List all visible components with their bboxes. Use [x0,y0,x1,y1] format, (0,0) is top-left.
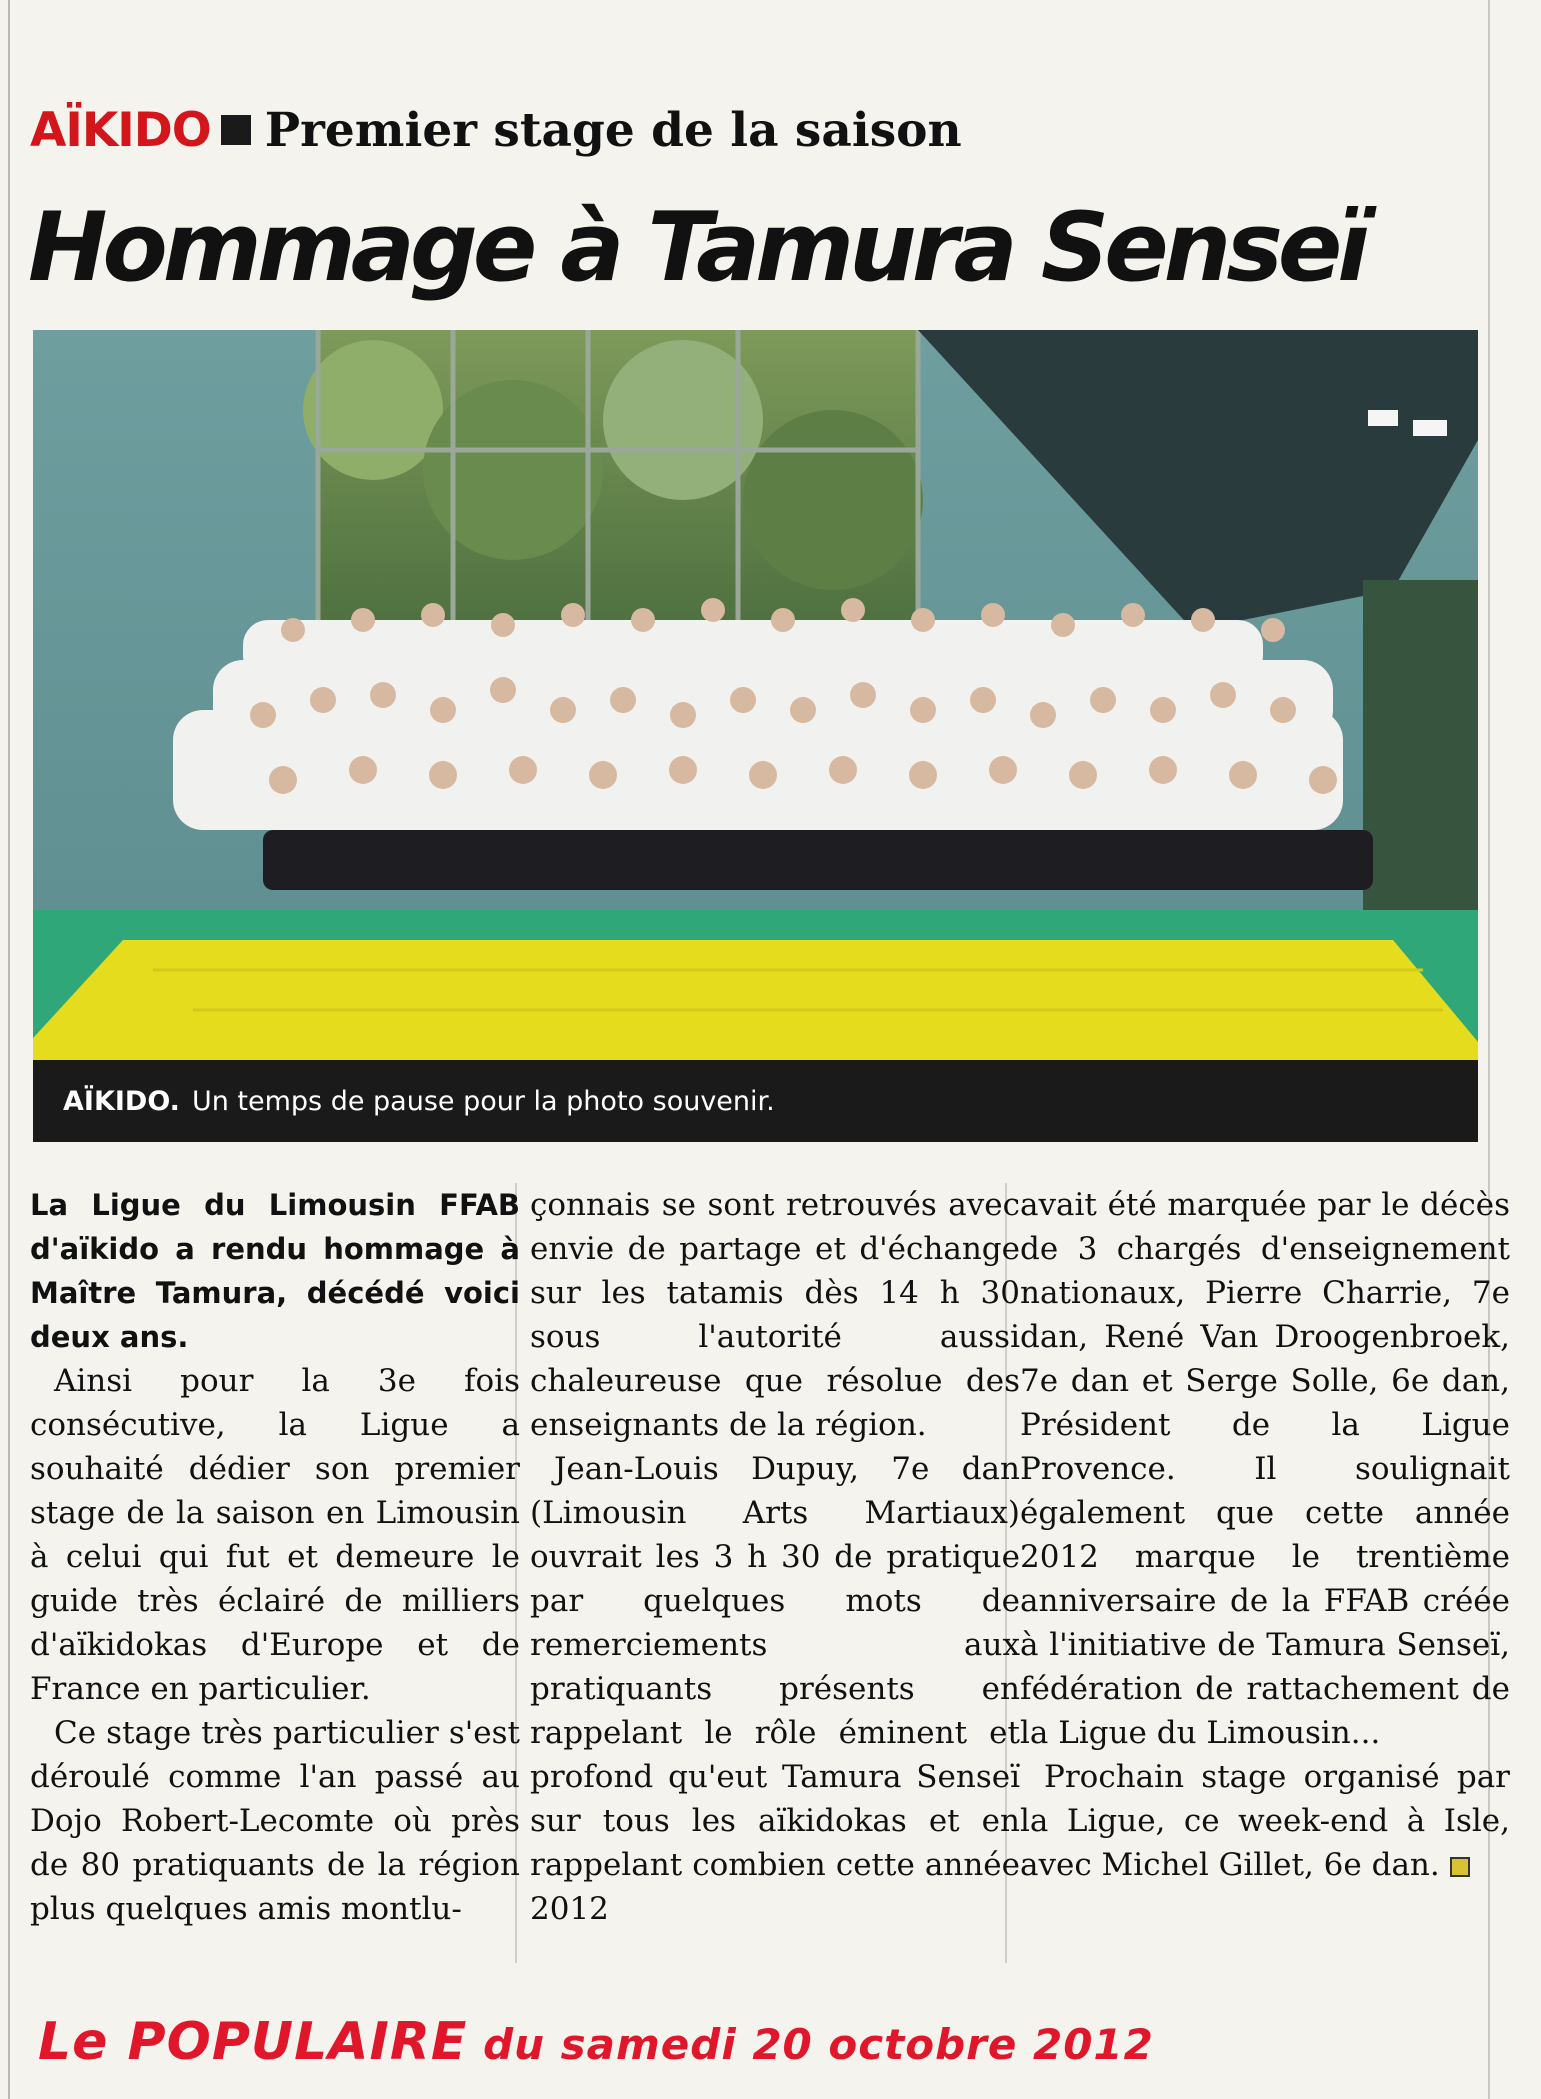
group-photo [33,330,1478,1142]
paragraph: Jean-Louis Dupuy, 7e dan (Limousin Arts Martiaux) ouvrait les 3 h 30 de pratique par quelques mots de remerciements aux pratiquants présents en rappelant le rôle éminent et profond qu'eut Tamura Senseï sur tous les aïkidokas et en rappelant combien cette année 2012 [530,1451,1020,1927]
caption-label: AÏKIDO. [63,1085,180,1117]
caption-text: Un temps de pause pour la photo souvenir. [191,1085,775,1117]
paragraph [1020,1755,1510,1887]
article-headline: Hommage à Tamura Senseï [28,193,1365,303]
photo-caption [33,1060,1478,1142]
article-column-1 [30,1183,520,1931]
end-of-article-icon [1450,1857,1470,1877]
article-kicker [30,100,962,160]
publication-date: du samedi 20 octobre 2012 [483,2020,1154,2069]
paragraph: Ce stage très particulier s'est déroulé comme l'an passé au Dojo Robert-Lecomte où près de 80 pratiquants de la région plus quelques amis montlu- [30,1715,520,1927]
square-bullet-icon [221,115,251,145]
article-lead: La Ligue du Limousin FFAB d'aïkido a rendu hommage à Maître Tamura, décédé voici deux ans. [30,1188,520,1354]
article-column-3 [1020,1183,1510,1887]
publication-name: Le POPULAIRE [38,2012,468,2072]
paragraph: çonnais se sont retrouvés avec envie de partage et d'échange sur les tatamis dès 14 h 30 sous l'autorité aussi chaleureuse que résolue des enseignants de la région. [530,1187,1020,1443]
closing-paragraph: Prochain stage organisé par la Ligue, ce week-end à Isle, avec Michel Gillet, 6e dan. [1020,1759,1510,1883]
paragraph: avait été marquée par le décès de 3 chargés d'enseignement nationaux, Pierre Charrie, 7e dan, René Van Droogenbroek, 7e dan et Serge Solle, 6e dan, Président de la Ligue Provence. Il soulignait également que cette année 2012 marque le trentième anniversaire de la FFAB créée à l'initiative de Tamura Senseï, fédération de rattachement de la Ligue du Limousin... [1020,1187,1510,1751]
paragraph: Ainsi pour la 3e fois consécutive, la Ligue a souhaité dédier son premier stage de la saison en Limousin à celui qui fut et demeure le guide très éclairé de milliers d'aïkidokas d'Europe et de France en particulier. [30,1363,520,1707]
section-tag: AÏKIDO [30,102,211,158]
page-edge-rule [8,0,10,2099]
article-subtitle: Premier stage de la saison [264,102,962,158]
article-column-2 [530,1183,1020,1931]
source-annotation [38,2012,1154,2072]
